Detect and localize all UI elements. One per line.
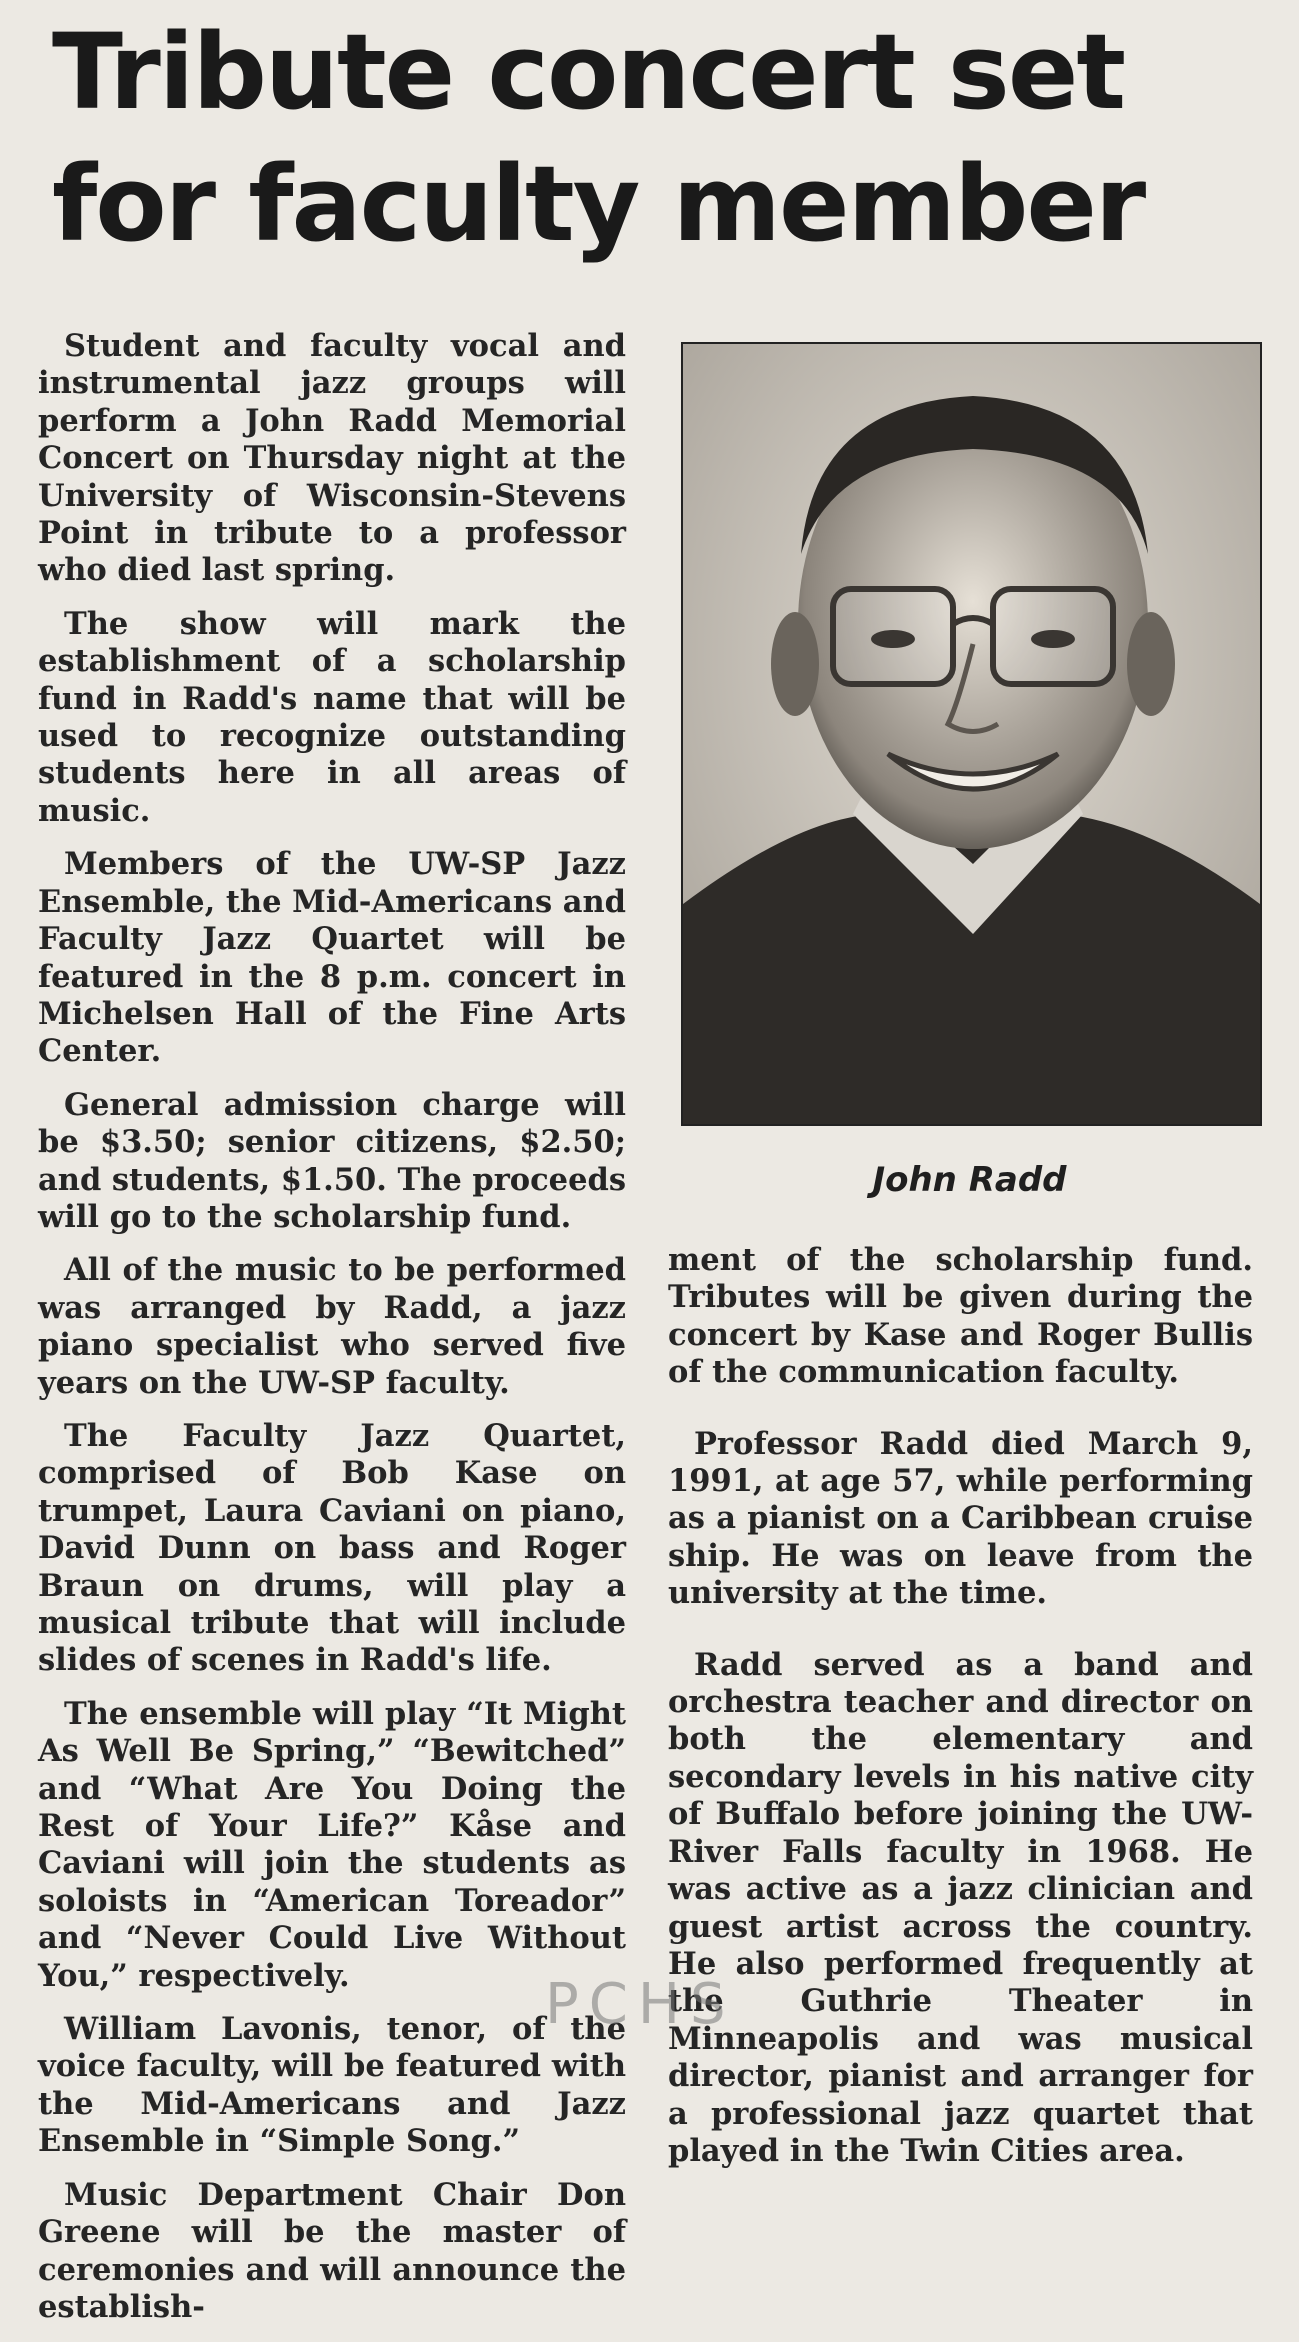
paragraph: ment of the scholarship fund. Tributes will be given during the concert by Kase and Roger Bullis of the communication faculty. xyxy=(668,1242,1253,1391)
article-left-column xyxy=(38,328,626,2342)
paragraph: General admission charge will be $3.50; senior citizens, $2.50; and students, $1.50. The proceeds will go to the scholarship fund. xyxy=(38,1086,626,1235)
portrait-photo xyxy=(681,342,1262,1126)
watermark: PCHS xyxy=(545,1972,736,2037)
paragraph: The Faculty Jazz Quartet, comprised of Bob Kase on trumpet, Laura Caviani on piano, David Dunn on bass and Roger Braun on drums, will play a musical tribute that will include slides of scenes in Radd's life. xyxy=(38,1417,626,1679)
paragraph: The ensemble will play “It Might As Well Be Spring,” “Bewitched” and “What Are You Doing the Rest of Your Life?” Kåse and Caviani will join the students as soloists in “American Toreador” and “Never Could Live Without You,” respectively. xyxy=(38,1695,626,1994)
headline: Tribute concert set for faculty member xyxy=(52,11,1145,265)
paragraph: The show will mark the establishment of a scholarship fund in Radd's name that will be used to recognize outstanding students here in all areas of music. xyxy=(38,605,626,829)
article-right-column xyxy=(668,1242,1253,2204)
paragraph: Members of the UW-SP Jazz Ensemble, the Mid-Americans and Faculty Jazz Quartet will be featured in the 8 p.m. concert in Michelsen Hall of the Fine Arts Center. xyxy=(38,846,627,1070)
portrait-illustration xyxy=(683,344,1260,1124)
paragraph: Music Department Chair Don Greene will be the master of ceremonies and will announce the establish- xyxy=(38,2176,626,2325)
paragraph: William Lavonis, tenor, of the voice faculty, will be featured with the Mid-Americans and Jazz Ensemble in “Simple Song.” xyxy=(38,2011,626,2160)
paragraph: Student and faculty vocal and instrumental jazz groups will perform a John Radd Memorial Concert on Thursday night at the University of Wisconsin-Stevens Point in tribute to a professor who died last spring. xyxy=(38,328,626,589)
paragraph: All of the music to be performed was arranged by Radd, a jazz piano specialist who served five years on the UW-SP faculty. xyxy=(38,1252,626,1401)
paragraph: Professor Radd died March 9, 1991, at age 57, while performing as a pianist on a Caribbean cruise ship. He was on leave from the university at the time. xyxy=(668,1425,1253,1612)
photo-caption: John Radd xyxy=(872,1160,1067,1200)
paragraph: Radd served as a band and orchestra teacher and director on both the elementary and secondary levels in his native city of Buffalo before joining the UW- River Falls faculty in 1968. He was active as a jazz clinician and guest artist across the country. He also performed frequently at the Guthrie Theater in Minneapolis and was musical director, pianist and arranger for a professional jazz quartet that played in the Twin Cities area. xyxy=(668,1646,1253,2169)
